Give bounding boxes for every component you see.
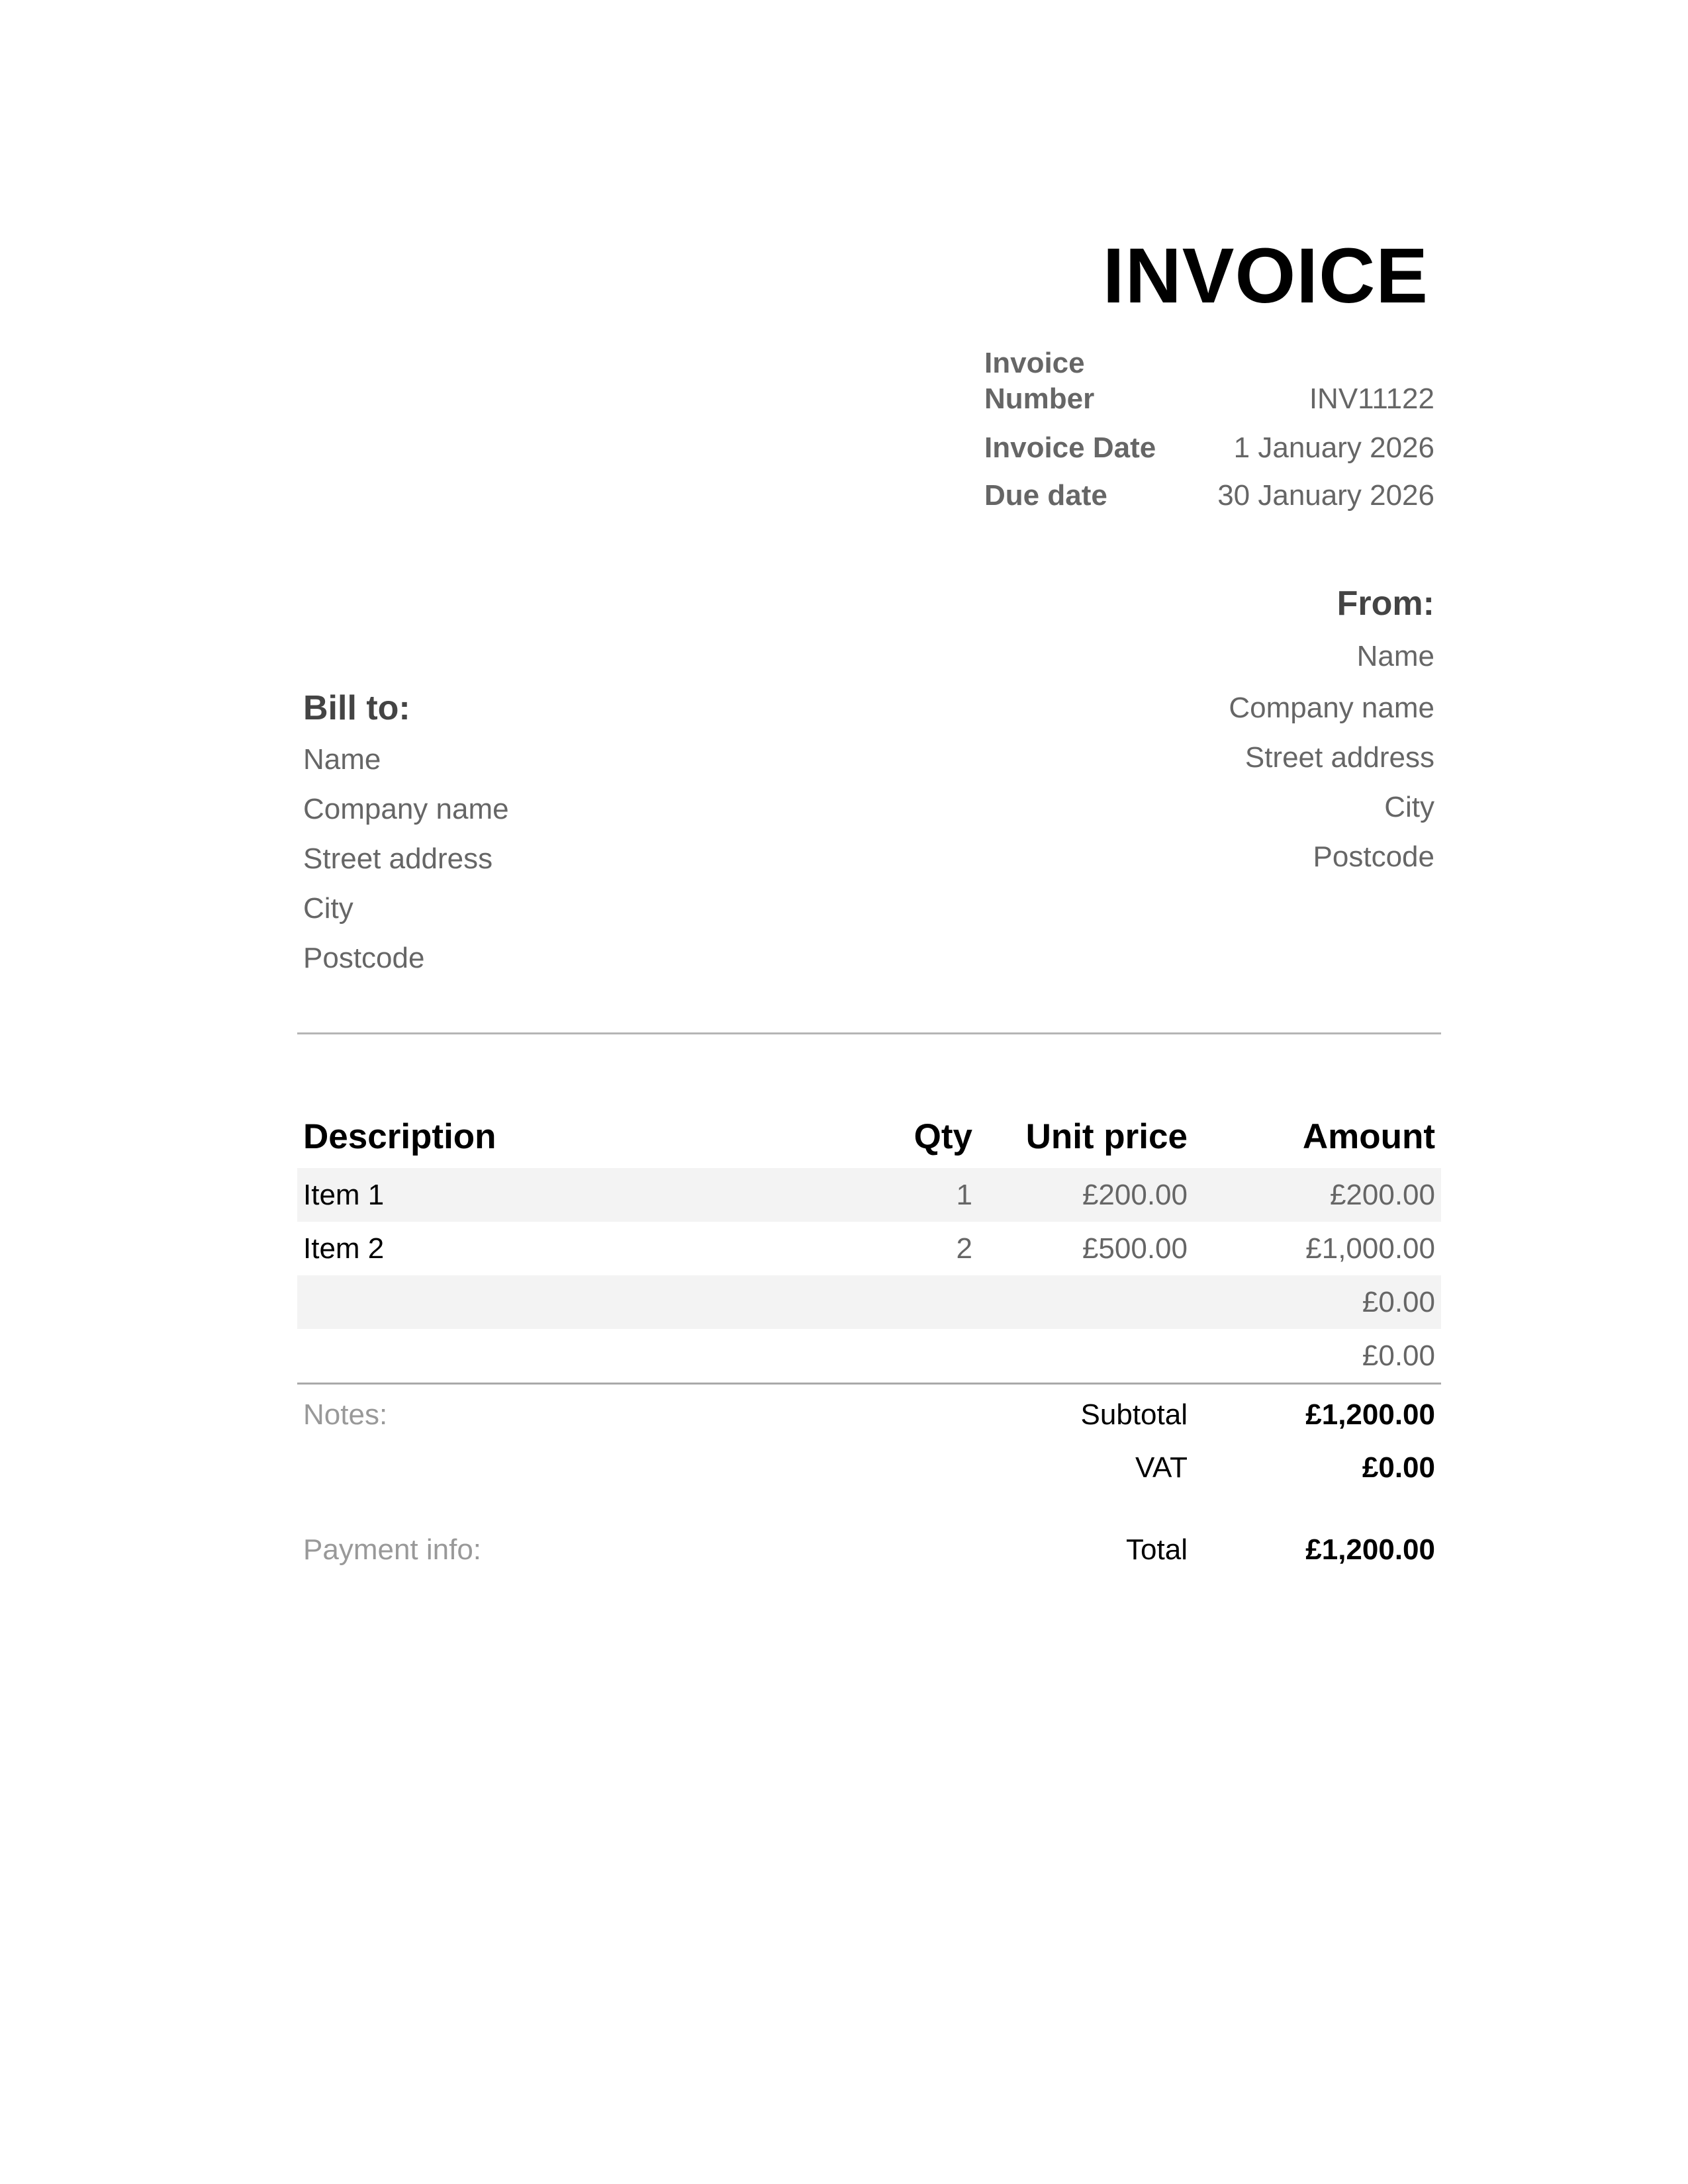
bill-to-name: Name (303, 743, 381, 776)
vat-row (297, 1448, 1441, 1488)
from-postcode: Postcode (1313, 841, 1434, 873)
due-date-row (984, 442, 1434, 514)
divider (297, 1032, 1441, 1034)
subtotal-row (297, 1395, 1441, 1435)
from-street: Street address (1244, 741, 1434, 774)
invoice-number-label: Invoice Number (984, 347, 1095, 415)
due-date-value: 30 January 2026 (1217, 479, 1434, 512)
notes-label: Notes: (303, 1398, 388, 1431)
table-bottom-divider (297, 1383, 1441, 1385)
table-row (297, 1329, 1441, 1383)
table-body (297, 1168, 1441, 1383)
bill-to-city: City (303, 892, 353, 925)
due-date-label: Due date (984, 479, 1107, 512)
bill-to-postcode: Postcode (303, 942, 425, 974)
invoice-title: INVOICE (1102, 232, 1429, 320)
header-description: Description (303, 1117, 496, 1156)
line-items-table (297, 1105, 1441, 1385)
table-header (297, 1105, 1441, 1168)
from-name: Name (1356, 640, 1434, 672)
table-row (297, 1168, 1441, 1222)
row-amount: £0.00 (1362, 1339, 1435, 1372)
header-unit-price: Unit price (1025, 1117, 1188, 1156)
row-qty: 2 (956, 1232, 972, 1265)
bill-to-heading: Bill to: (303, 689, 410, 727)
row-description: Item 1 (303, 1178, 385, 1211)
header-qty: Qty (914, 1117, 972, 1156)
subtotal-label: Subtotal (1080, 1398, 1188, 1431)
invoice-number-value: INV11122 (1309, 383, 1434, 415)
row-unit-price: £500.00 (1082, 1232, 1188, 1265)
total-value: £1,200.00 (1305, 1533, 1435, 1566)
bill-to-company: Company name (303, 793, 509, 825)
from-heading: From: (1336, 584, 1434, 623)
from-company: Company name (1229, 692, 1434, 724)
total-label: Total (1126, 1533, 1188, 1566)
bill-to-street: Street address (303, 842, 493, 875)
from-block (1229, 577, 1434, 882)
row-unit-price (936, 1329, 1188, 1383)
vat-label: VAT (1135, 1451, 1188, 1484)
row-unit-price (936, 1275, 1188, 1329)
table-row (297, 1275, 1441, 1329)
table-row (297, 1222, 1441, 1275)
row-amount: £0.00 (1362, 1285, 1435, 1318)
row-unit-price: £200.00 (1082, 1178, 1188, 1211)
row-description: Item 2 (303, 1232, 385, 1265)
invoice-date-value: 1 January 2026 (1233, 432, 1434, 464)
bill-to-block (303, 682, 509, 983)
subtotal-value: £1,200.00 (1305, 1398, 1435, 1431)
vat-value: £0.00 (1362, 1451, 1435, 1484)
header-amount: Amount (1302, 1117, 1435, 1156)
payment-info-label: Payment info: (303, 1533, 482, 1566)
row-amount: £200.00 (1329, 1178, 1435, 1211)
row-qty: 1 (956, 1178, 972, 1211)
row-amount: £1,000.00 (1305, 1232, 1435, 1265)
from-city: City (1384, 791, 1434, 823)
total-row (297, 1530, 1441, 1570)
invoice-date-label: Invoice Date (984, 432, 1156, 464)
